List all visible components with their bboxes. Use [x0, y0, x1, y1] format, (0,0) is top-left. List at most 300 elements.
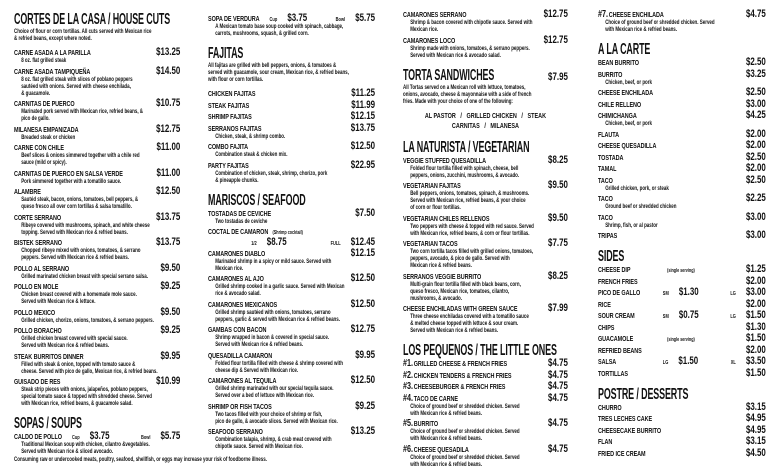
- menu-item: [208, 325, 375, 348]
- section-intro: All Tortas served on a Mexican roll with lettuce, tomatoes, onions, avocado, cheese & mayonnaise with a side of french fries. Made with your choice of one of the following:: [403, 83, 532, 105]
- section-la-naturista-vegetarian: [403, 139, 568, 335]
- item-description: A Mexican tomato base soup cooked with spinach, cabbage, carrots, mushrooms, squash, & grilled corn.: [215, 23, 344, 37]
- menu-item: [14, 432, 180, 455]
- menu-item-row: [14, 187, 180, 196]
- menu-item: [14, 48, 180, 64]
- menu-item: [208, 158, 376, 184]
- menu-item: [598, 320, 766, 333]
- section-title: LOS PEQUENOS / THE LITTLE ONES: [403, 342, 557, 359]
- menu-item-row: [598, 414, 766, 423]
- menu-item: [403, 442, 568, 468]
- menu-item-row: [208, 121, 376, 134]
- item-note: (single serving): [667, 268, 695, 274]
- item-price: $4.75: [548, 442, 568, 455]
- item-description: Two peppers with cheese & topped with red sauce. Served with Mexican rice, refried beans, & corn or flour tortillas.: [410, 222, 534, 237]
- menu-item-row: [208, 206, 376, 219]
- section-header: [403, 139, 568, 156]
- item-number: #3.: [403, 381, 414, 392]
- menu-item-row: [403, 269, 568, 282]
- item-description: Chicken, steak, & shrimp combo.: [215, 132, 286, 140]
- item-name: CARNE CON CHILE: [14, 143, 64, 152]
- size-option: [663, 288, 699, 299]
- item-name: CARNE ASADA A LA PARILLA: [14, 48, 91, 57]
- menu-item-row: [403, 382, 568, 391]
- item-price: $3.15: [745, 400, 766, 413]
- menu-item: [208, 227, 375, 246]
- size-price: $12.45: [350, 236, 376, 248]
- section-los-pequenos-the-little-ones: [403, 342, 568, 468]
- item-name: CALDO DE POLLO: [14, 432, 62, 441]
- menu-item: [403, 269, 568, 302]
- item-name: CARNITAS DE PUERCO: [14, 99, 75, 108]
- menu-item: [208, 206, 376, 225]
- item-price: $12.50: [156, 185, 181, 197]
- menu-item: [208, 121, 376, 140]
- item-description: Pork simmered together with a tomatillo sauce.: [21, 177, 122, 185]
- menu-item: [598, 446, 766, 459]
- item-description: Folded flour tortilla filled with cheese & shrimp covered with cheese dip & Served with Mexican rice.: [215, 359, 343, 374]
- item-name: TACO: [598, 212, 613, 222]
- menu-item: [14, 187, 180, 210]
- item-name: CHICKEN TENDERS & FRENCH FRIES: [413, 370, 512, 380]
- item-description: Grilled chicken, pork, or steak: [605, 184, 669, 192]
- item-name: SERRANOS VEGGIE BURRITO: [403, 271, 482, 281]
- menu-item-row: [208, 227, 375, 236]
- item-name: GUACAMOLE: [598, 334, 634, 343]
- item-price: $9.25: [355, 399, 376, 412]
- item-name: QUESADILLA CAMARON: [208, 350, 273, 360]
- item-name: SHRIMP FAJITAS: [208, 112, 252, 121]
- item-name: SALSA: [598, 357, 617, 366]
- item-price: $3.25: [745, 67, 766, 80]
- section-header: [208, 45, 375, 62]
- menu-item-row: [208, 98, 376, 111]
- menu-item-row: [14, 238, 180, 247]
- menu-item: [14, 282, 180, 305]
- menu-item: [208, 427, 375, 450]
- item-name: VEGETARIAN CHILES RELLENOS: [403, 213, 490, 223]
- foodborne-illness-warning: Consuming raw or undercooked meats, poultry, seafood, shellfish, or eggs may increase your risk of foodborne illness.: [14, 456, 267, 463]
- menu-item-row: [598, 150, 766, 163]
- size-price: $8.75: [266, 236, 287, 248]
- menu-item: [14, 143, 180, 166]
- item-price: $12.50: [350, 272, 376, 284]
- size-options: [251, 236, 375, 246]
- menu-item: [598, 265, 766, 274]
- menu-item: [14, 166, 181, 185]
- menu-item: [403, 382, 568, 391]
- item-name: CARNE ASADA TAMPIQUEÑA: [14, 66, 91, 76]
- menu-item: [598, 141, 766, 150]
- menu-item-row: [598, 320, 766, 333]
- section-title: POSTRE / DESSERTS: [598, 385, 689, 403]
- section-cortes-de-la-casa-house-cuts: [14, 11, 180, 407]
- item-price: $4.75: [548, 357, 568, 369]
- item-price: $2.00: [745, 127, 766, 140]
- menu-item: [598, 297, 766, 310]
- menu-item-row: [598, 127, 766, 140]
- menu-item: [598, 334, 766, 343]
- item-price: $7.50: [355, 206, 376, 219]
- item-price: $1.30: [745, 320, 766, 333]
- item-name: PICO DE GALLO: [598, 288, 641, 297]
- size-option: [251, 236, 286, 248]
- item-name: VEGGIE STUFFED QUESADILLA: [403, 155, 486, 165]
- item-price: $10.75: [156, 97, 181, 109]
- item-name: CHEESE QUESADILLA: [598, 141, 657, 150]
- item-number: #4.: [403, 392, 414, 404]
- menu-item: [208, 274, 375, 297]
- section-intro: Choice of flour or corn tortillas. All cuts served with Mexican rice & refried beans, except where noted.: [14, 28, 152, 42]
- menu-item: [598, 97, 766, 110]
- size-label: Cup: [71, 435, 80, 441]
- menu-item-row: [208, 158, 376, 171]
- menu-item: [208, 297, 376, 323]
- item-price: $2.00: [745, 297, 766, 310]
- item-price: $4.75: [548, 417, 568, 429]
- menu-item: [598, 343, 766, 356]
- item-price: $9.95: [160, 349, 181, 362]
- item-description: Shrimp wrapped in bacon & covered in special sauce. Served with Mexican rice & refried beans.: [215, 334, 330, 348]
- menu-item-row: [208, 399, 376, 412]
- item-description: Choice of ground beef or shredded chicken. Served with Mexican rice & refried beans.: [410, 428, 520, 442]
- item-number: #7.: [598, 9, 609, 20]
- item-price: $7.75: [548, 237, 568, 249]
- menu-item-row: [598, 58, 766, 67]
- menu-item: [598, 58, 766, 67]
- item-name: BEAN BURRITO: [598, 58, 639, 67]
- size-price: $3.50: [745, 355, 766, 367]
- item-price: $13.25: [156, 46, 181, 58]
- menu-item: [598, 288, 766, 297]
- item-number: #1.: [403, 358, 414, 369]
- item-name: CHICKEN FAJITAS: [208, 89, 256, 98]
- item-price: $12.15: [350, 110, 376, 122]
- menu-item: [403, 181, 568, 211]
- menu-item: [14, 64, 181, 97]
- size-label: LG: [662, 360, 669, 366]
- item-description: Grilled chicken, chorizo, onions, tomatoes, & serrano peppers.: [21, 316, 154, 324]
- item-price: $4.75: [745, 8, 766, 20]
- menu-item: [403, 359, 568, 368]
- menu-item-row: [598, 357, 766, 366]
- filling-options: AL PASTOR / GRILLED CHICKEN / STEAK: [424, 110, 547, 120]
- menu-item-row: [598, 274, 766, 287]
- item-price: $4.50: [745, 446, 766, 459]
- item-name: CAMARONES MEXICANOS: [208, 299, 278, 309]
- item-name: ALAMBRE: [14, 187, 41, 196]
- menu-item-row: [403, 359, 568, 368]
- item-name: SEAFOOD SERRANO: [208, 427, 263, 436]
- section-title: CORTES DE LA CASA / HOUSE CUTS: [14, 11, 171, 28]
- menu-item-row: [403, 239, 568, 248]
- item-price: $3.00: [745, 229, 766, 241]
- item-name: CHEESEBURGER & FRENCH FRIES: [413, 382, 506, 391]
- item-name: TAMAL: [598, 164, 617, 173]
- item-price: $2.00: [745, 274, 766, 287]
- item-description: Chopped ribeye mixed with onions, tomatoes, & serrano peppers. Served with Mexican rice & refried beans.: [21, 247, 141, 261]
- section-header: [14, 11, 180, 28]
- section-title: TORTA SANDWICHES: [403, 66, 495, 84]
- item-number: #6.: [403, 443, 414, 455]
- size-label: FULL: [330, 241, 341, 247]
- section-price: $7.95: [548, 70, 568, 83]
- menu-item-row: [403, 153, 568, 166]
- size-price: $3.00: [745, 286, 766, 298]
- item-price: $13.75: [350, 121, 376, 134]
- item-name: BURRITO: [413, 419, 439, 428]
- menu-item-row: [598, 210, 766, 223]
- item-name: CHEESECAKE BURRITO: [598, 425, 662, 435]
- item-name: POLLO MEXICO: [14, 307, 56, 317]
- item-description: Three cheese enchiladas covered with a tomatillo sauce & melted cheese topped with lettuce & sour cream. Served with Mexican rice & refried beans.: [410, 313, 529, 334]
- menu-item: [598, 231, 766, 240]
- menu-item-row: [598, 231, 766, 240]
- item-price: $12.50: [350, 374, 376, 386]
- item-name: VEGETARIAN FAJITAS: [403, 181, 461, 190]
- size-price: $5.75: [355, 12, 376, 24]
- item-description: Filled with steak & onion, topped with tomato sauce & cheese. Served with pico de gallo, Mexican rice, & refried beans.: [21, 360, 158, 375]
- item-name: COMBO FAJITA: [208, 142, 249, 151]
- item-name: BURRITO: [598, 69, 623, 79]
- item-name: TRES LECHES CAKE: [598, 414, 653, 423]
- menu-item: [403, 211, 568, 237]
- size-price: $1.50: [678, 355, 699, 367]
- item-name: GRILLED CHEESE & FRENCH FRIES: [413, 359, 508, 368]
- menu-item-row: [403, 368, 568, 381]
- menu-item: [598, 274, 766, 287]
- menu-column-2: [208, 14, 375, 453]
- menu-item-row: [403, 391, 568, 404]
- item-name: STEAK BURRITOS DINNER: [14, 351, 84, 361]
- item-name: CAMARONES DIABLO: [208, 248, 266, 258]
- menu-item-row: [14, 326, 180, 335]
- item-price: $4.25: [745, 109, 766, 121]
- item-number: #2.: [403, 369, 414, 381]
- menu-item: [598, 150, 766, 163]
- menu-item-row: [598, 311, 766, 320]
- item-name: CHEESE DIP: [598, 265, 631, 274]
- item-description: 8 oz. flat grilled steak with slices of poblano peppers sautéed with onions. Served with cheese enchilada, & guacamole.: [21, 75, 133, 97]
- item-description: Chicken breast covered with a homemade mole sauce. Served with Mexican rice & lettuce.: [21, 291, 137, 305]
- menu-item: [403, 368, 568, 381]
- item-price: $12.75: [350, 323, 376, 335]
- item-price: $10.99: [156, 375, 181, 387]
- item-description: Grilled shrimp cooked in a garlic sauce. Served with Mexican rice & avocado salad.: [215, 283, 345, 297]
- item-name: SOUR CREAM: [598, 311, 635, 320]
- menu-item-row: [14, 261, 181, 274]
- menu-item: [598, 111, 766, 127]
- item-price: $11.99: [351, 98, 376, 111]
- menu-item: [403, 304, 568, 334]
- menu-item: [598, 311, 766, 320]
- menu-item-row: [14, 143, 180, 152]
- section-continued: [208, 14, 375, 37]
- section-header: [598, 41, 766, 58]
- menu-item-row: [598, 10, 766, 19]
- item-name: GAMBAS CON BACON: [208, 325, 267, 334]
- item-description: Chicken, beef, or pork: [605, 78, 652, 86]
- item-description: Grilled chicken breast covered with special sauce. Served with Mexican rice & refried beans.: [21, 335, 128, 349]
- menu-item: [598, 194, 766, 210]
- size-option: [663, 357, 698, 368]
- section-sides: [598, 248, 766, 378]
- menu-item-row: [403, 442, 568, 455]
- menu-item-row: [598, 400, 766, 413]
- item-name: PARTY FAJITAS: [208, 160, 249, 170]
- item-description: Grilled shrimp sautéed with onions, tomatoes, serrano peppers, garlic & served with Mexican rice & refried beans.: [215, 308, 340, 323]
- item-description: Traditional Mexican soup with chicken, cilantro &vegetables. Served with Mexican rice & sliced avocado.: [21, 441, 150, 455]
- menu-item-row: [403, 211, 568, 224]
- menu-item: [14, 377, 180, 407]
- size-price: $3.75: [287, 12, 308, 24]
- item-price: $2.00: [745, 139, 766, 151]
- item-name: CHURRO: [598, 402, 622, 412]
- menu-item: [598, 414, 766, 423]
- item-price: $2.50: [745, 173, 766, 186]
- menu-item-row: [598, 97, 766, 110]
- section-title: SOPAS / SOUPS: [14, 415, 82, 432]
- section-continued: [598, 10, 766, 33]
- menu-item-row: [598, 88, 766, 97]
- item-name: CAMARONES AL AJO: [208, 274, 264, 283]
- item-name: FLAN: [598, 437, 613, 446]
- item-description: Choice of ground beef or shredded chicken. Served with Mexican rice & refried beans.: [605, 19, 715, 33]
- item-price: $9.50: [548, 211, 568, 224]
- menu-item: [403, 419, 568, 442]
- item-price: $9.25: [160, 280, 181, 292]
- section-title: FAJITAS: [208, 45, 244, 62]
- item-name: FRIED ICE CREAM: [598, 448, 646, 458]
- size-price: $1.30: [678, 286, 699, 298]
- menu-item-row: [14, 166, 181, 179]
- size-label: 1/2: [251, 241, 257, 247]
- item-price: $13.25: [350, 425, 376, 437]
- item-price: $12.50: [350, 140, 376, 152]
- size-label: SM: [662, 291, 669, 297]
- menu-item: [14, 238, 180, 261]
- menu-item-row: [598, 194, 766, 203]
- menu-item-row: [208, 325, 375, 334]
- item-description: Folded flour tortilla filled with spinach, cheese, bell peppers, onions, zucchini, mushrooms, & avocado.: [410, 164, 520, 179]
- menu-item: [598, 10, 766, 33]
- menu-item-row: [598, 366, 766, 379]
- item-description: Shrimp made with onions, tomatoes, & serrano peppers. Served with Mexican rice & avocado salad.: [410, 44, 530, 59]
- item-price: $9.50: [548, 179, 568, 191]
- item-description: Choice of ground beef or shredded chicken. Served with Mexican rice & refried beans.: [410, 453, 520, 468]
- section-header: [403, 67, 568, 84]
- section-continued: [403, 10, 568, 59]
- menu-item: [14, 349, 181, 375]
- item-name: TORTILLAS: [598, 368, 628, 378]
- menu-item-row: [208, 112, 375, 121]
- menu-item-row: [208, 376, 375, 385]
- item-price: $2.00: [745, 343, 766, 356]
- item-price: $3.00: [745, 210, 766, 223]
- size-label: Cup: [269, 17, 278, 23]
- item-price: $3.00: [745, 97, 766, 110]
- menu-item-row: [14, 305, 181, 318]
- menu-item: [208, 376, 375, 399]
- item-name: CHIPS: [598, 322, 615, 332]
- menu-item: [14, 326, 180, 349]
- item-description: Steak strip pieces with onions, jalapeños, poblano peppers, special tomato sauce & topped with shredded cheese. Served with Mexican rice, refried beans, & guacamole salad.: [21, 386, 152, 407]
- item-name: CHEESE ENCHILADA: [598, 88, 654, 97]
- item-name: TACO DE CARNE: [413, 393, 458, 403]
- menu-item-row: [403, 304, 568, 313]
- menu-item: [598, 366, 766, 379]
- item-price: $22.95: [350, 158, 376, 171]
- item-price: $9.25: [160, 324, 181, 336]
- item-price: $4.75: [548, 368, 568, 381]
- item-description: Bell peppers, onions, tomatoes, spinach, & mushrooms. Served with Mexican rice, refried beans, & your choice of corn or flour tortillas.: [410, 190, 530, 211]
- item-description: Ribeye covered with mushrooms, spinach, and white cheese topping. Served with Mexican rice & refried beans.: [21, 221, 150, 236]
- item-price: $8.25: [548, 153, 568, 166]
- item-price: $4.75: [548, 380, 568, 392]
- menu-item: [208, 348, 376, 374]
- menu-item: [598, 437, 766, 446]
- item-description: Ground beef or shredded chicken: [605, 203, 677, 210]
- menu-item: [403, 239, 568, 269]
- item-name: COCTAL DE CAMARON: [208, 227, 269, 236]
- menu-item-row: [598, 141, 766, 150]
- menu-item: [208, 89, 375, 98]
- section-title: MARISCOS / SEAFOOD: [208, 191, 306, 209]
- menu-item-row: [598, 343, 766, 356]
- menu-item-row: [598, 164, 766, 173]
- item-price: $2.25: [745, 192, 766, 204]
- section-header: [598, 386, 766, 403]
- menu-item: [598, 400, 766, 413]
- item-name: POLLO BORACHO: [14, 326, 62, 335]
- item-price: $8.25: [548, 269, 568, 282]
- item-name: FRENCH FRIES: [598, 276, 638, 286]
- item-description: Grilled shrimp marinated with our special tequila sauce. Served over a bed of lettuce with Mexican rice.: [215, 385, 334, 399]
- item-name: SHRIMP OR FISH TACOS: [208, 401, 272, 411]
- menu-item: [598, 357, 766, 366]
- size-price: $1.50: [745, 309, 766, 321]
- menu-item-row: [208, 246, 376, 259]
- menu-item-row: [14, 432, 180, 441]
- menu-column-1: [14, 11, 180, 458]
- menu-item-row: [14, 210, 181, 223]
- item-price: $9.50: [160, 305, 181, 318]
- item-price: $4.95: [745, 423, 766, 436]
- item-description: Chicken, beef, or pork: [605, 120, 652, 127]
- item-price: $2.00: [745, 162, 766, 174]
- item-name: POLLO AL SERRANO: [14, 263, 70, 273]
- item-name: TACO: [598, 175, 613, 185]
- menu-item-row: [14, 99, 180, 108]
- menu-item: [208, 14, 375, 37]
- item-name: VEGETARIAN TACOS: [403, 239, 458, 248]
- item-price: $14.50: [156, 64, 181, 77]
- item-price: $3.15: [745, 435, 766, 447]
- size-label: XL: [730, 360, 736, 366]
- menu-item-row: [14, 349, 181, 362]
- menu-item: [598, 210, 766, 229]
- section-a-la-carte: [598, 41, 766, 240]
- item-price: $13.75: [156, 236, 181, 248]
- size-option: [663, 311, 699, 322]
- item-price: $4.75: [548, 391, 568, 404]
- menu-column-3: [403, 10, 568, 470]
- menu-item-row: [14, 282, 180, 291]
- menu-item: [403, 391, 568, 417]
- item-name: POLLO EN MOLE: [14, 282, 59, 291]
- item-description: Combination of chicken, steak, shrimp, chorizo, pork & pineapple chunks.: [215, 169, 328, 184]
- item-description: Shrimp & bacon covered with chipotle sauce. Served with Mexican rice.: [410, 19, 533, 33]
